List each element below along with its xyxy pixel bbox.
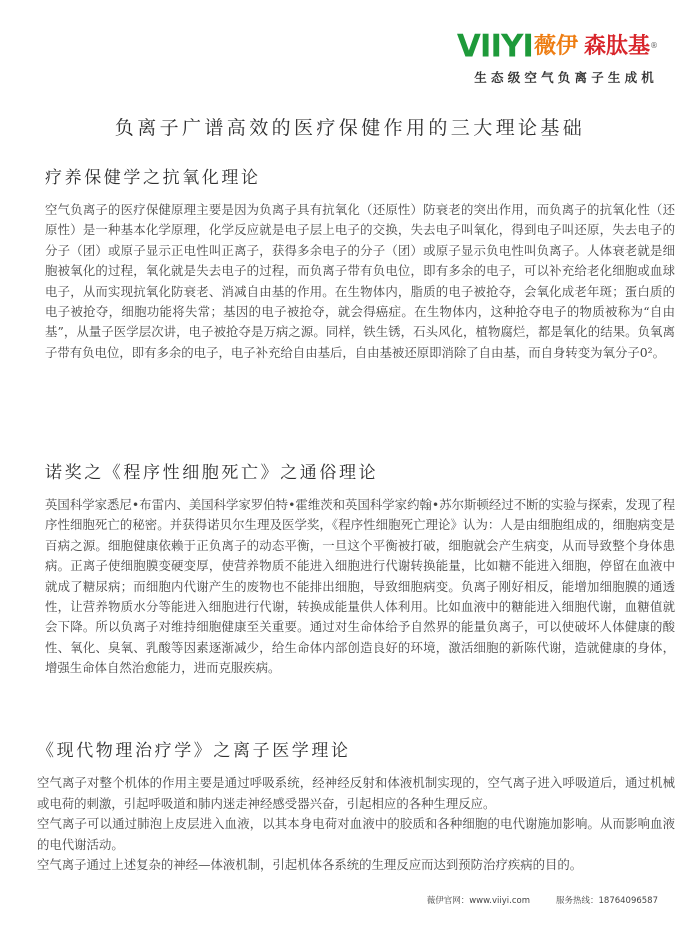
registered-mark: ® xyxy=(650,41,658,50)
section-apoptosis-theory xyxy=(45,458,675,679)
logo-cn-text-1: 薇伊 xyxy=(533,33,578,59)
section-paragraph: 英国科学家悉尼•布雷内、美国科学家罗伯特•霍维茨和英国科学家约翰•苏尔斯顿经过不断的实验与探索，发现了程序性细胞死亡的秘密。并获得诺贝尔生理及医学奖，《程序性细胞死亡理论》认为：人是由细胞组成的，细胞病变是百病之源。细胞健康依赖于正负离子的动态平衡，一旦这个平衡被打破，细胞就会产生病变，从而导致整个身体患病。正离子使细胞膜变硬变厚，使营养物质不能进入细胞进行代谢转换能量，比如糖不能进入细胞，停留在血液中就成了糖尿病；而细胞内代谢产生的废物也不能排出细胞，导致细胞病变。负离子刚好相反，能增加细胞膜的通透性，让营养物质水分等能进入细胞进行代谢，转换成能量供人体利用。比如血液中的糖能进入细胞代谢，血糖值就会下降。所以负离子对维持细胞健康至关重要。通过对生命体给予自然界的能量负离子，可以使破坏人体健康的酸性、氧化、臭氧、乳酸等因素逐渐减少，给生命体内部创造良好的环境，激活细胞的新陈代谢，造就健康的身体，增强生命体自然治愈能力，进而克服疾病。 xyxy=(45,497,675,676)
logo-wordmark xyxy=(398,30,658,64)
logo-cn-text-2: 森肽基 xyxy=(583,33,650,59)
section-heading: 《现代物理治疗学》之离子医学理论 xyxy=(37,741,351,761)
section-paragraph: 空气离子可以通过肺泡上皮层进入血液，以其本身电荷对血液中的胶质和各种细胞的电代谢施加影响。从而影响血液的电代谢活动。 xyxy=(37,816,675,852)
page-title: 负离子广谱高效的医疗保健作用的三大理论基础 xyxy=(114,117,586,139)
section-ion-medicine-theory xyxy=(37,736,675,876)
section-heading: 疗养保健学之抗氧化理论 xyxy=(45,168,261,188)
brand-tagline: 生态级空气负离子生成机 xyxy=(474,70,658,85)
page-footer xyxy=(427,894,658,906)
section-heading: 诺奖之《程序性细胞死亡》之通俗理论 xyxy=(45,463,379,483)
footer-website: 薇伊官网：www.viiyi.com xyxy=(426,896,530,906)
section-antioxidant-theory xyxy=(45,163,675,363)
logo-latin-text: VIIYI xyxy=(456,28,533,65)
brand-logo xyxy=(398,30,658,86)
section-paragraph: 空气负离子的医疗保健原理主要是因为负离子具有抗氧化（还原性）防衰老的突出作用，而负离子的抗氧化性（还原性）是一种基本化学原理，化学反应就是电子层上电子的交换，失去电子叫氧化，得到电子叫还原，失去电子的分子（团）或原子显示正电性叫正离子，获得多余电子的分子（团）或原子显示负电性叫负离子。人体衰老就是细胞被氧化的过程，氧化就是失去电子的过程，而负离子带有负电位，即有多余的电子，可以补充给老化细胞或血球电子，从而实现抗氧化防衰老、消减自由基的作用。在生物体内，脂质的电子被抢夺，会氧化成老年斑；蛋白质的电子被抢夺，细胞功能将失常；基因的电子被抢夺，就会得癌症。在生物体内，这种抢夺电子的物质被称为“自由基”，从量子医学层次讲，电子被抢夺是万病之源。同样，铁生锈，石头风化，植物腐烂，都是氧化的结果。负氧离子带有负电位，即有多余的电子，电子补充给自由基后，自由基被还原即消除了自由基，而自身转变为氧分子0²。 xyxy=(45,202,675,360)
section-paragraph: 空气离子对整个机体的作用主要是通过呼吸系统，经神经反射和体液机制实现的，空气离子进入呼吸道后，通过机械或电荷的刺激，引起呼吸道和肺内迷走神经感受器兴奋，引起相应的各种生理反应。 xyxy=(37,775,675,811)
section-paragraph: 空气离子通过上述复杂的神经—体液机制，引起机体各系统的生理反应而达到预防治疗疾病的目的。 xyxy=(37,857,583,873)
footer-hotline: 服务热线：18764096587 xyxy=(556,896,658,906)
